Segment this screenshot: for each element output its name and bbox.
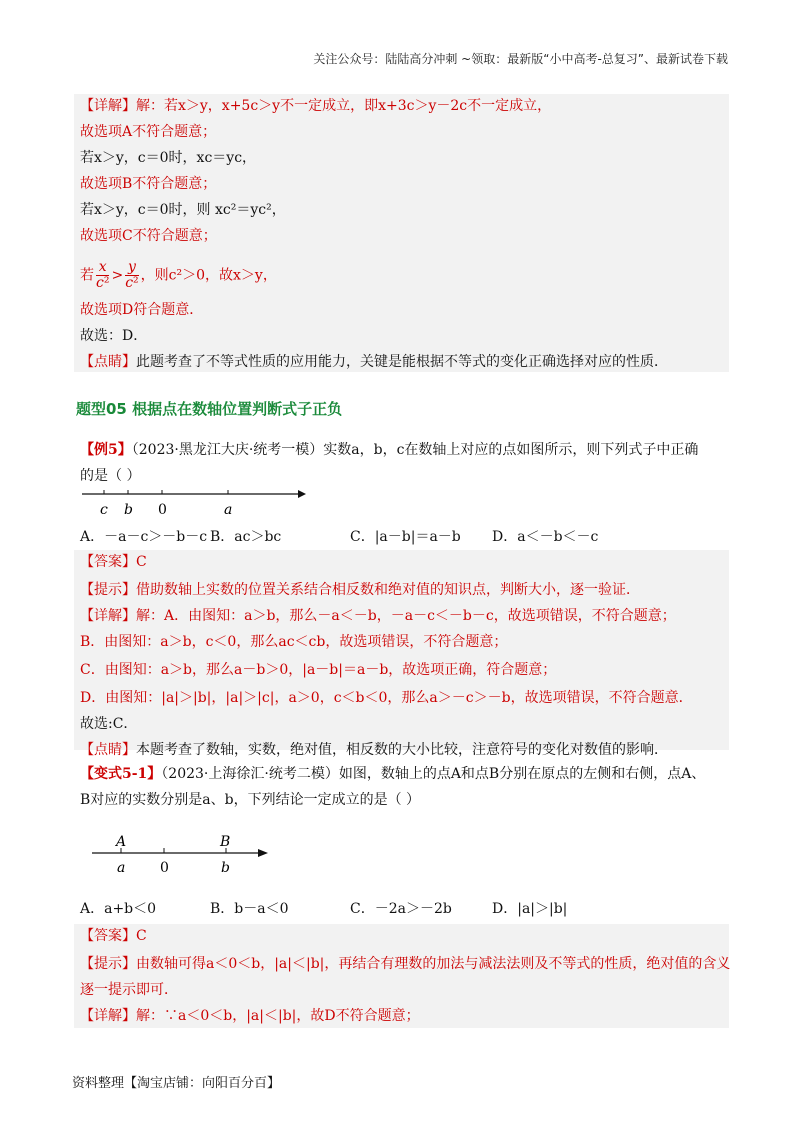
option2-d: D．|a|＞|b| [492, 901, 568, 917]
number-line-1 [80, 484, 310, 524]
hint-line-2-cont: 逐一提示即可． [80, 982, 178, 998]
example5-question-cont: 的是（ ） [80, 468, 141, 484]
detail-line-6: 故选项C不符合题意； [80, 228, 217, 244]
detail-line-1: 【详解】解：若x＞y，x+5c＞y不一定成立，即x+3c＞y－2c不一定成立， [80, 98, 552, 114]
point-label-B: B [220, 834, 231, 850]
axis-label-0-2: 0 [160, 860, 169, 876]
detail-line-5: 若x＞y，c＝0时，则 xc²＝yc²， [80, 202, 286, 218]
point-line: 【点睛】此题考查了不等式性质的应用能力，关键是能根据不等式的变化正确选择对应的性质． [80, 354, 668, 370]
section-title: 题型05 根据点在数轴位置判断式子正负 [76, 400, 343, 418]
option-d: D．a＜－b＜－c [492, 529, 599, 545]
option-b: B．ac＞bc [210, 529, 282, 545]
variant5-1-question: 【变式5-1】（2023·上海徐汇·统考二模）如图，数轴上的点A和点B分别在原点的左侧和右侧，点A、 [80, 766, 706, 782]
number-line-2 [90, 830, 280, 878]
detail-line-4: 故选项B不符合题意； [80, 176, 217, 192]
hint-line: 【提示】借助数轴上实数的位置关系结合相反数和绝对值的知识点，判断大小，逐一验证． [80, 582, 640, 598]
page-header: 关注公众号：陆陆高分冲刺 ~领取：最新版“小中高考-总复习”、最新试卷下载 [313, 52, 728, 66]
point-line-2: 【点睛】本题考查了数轴，实数，绝对值，相反数的大小比较，注意符号的变化对数值的影响． [80, 742, 668, 758]
axis-label-b2: b [221, 860, 230, 876]
detail-line-2: 故选项A不符合题意； [80, 124, 217, 140]
variant5-1-question-cont: B对应的实数分别是a、b，下列结论一定成立的是（ ） [80, 792, 421, 808]
point-label-A: A [116, 834, 127, 850]
page-footer: 资料整理【淘宝店铺：向阳百分百】 [72, 1076, 281, 1091]
detail-line-7: 若 $\frac{x}{\text{c²}}$ > $\frac{y}{\text{c²}}$ ，则c²＞0，故x＞y， [80, 259, 277, 291]
detail-line-var: 【详解】解：∵a＜0＜b，|a|＜|b|，故D不符合题意； [80, 1008, 420, 1024]
option2-b: B．b－a＜0 [210, 901, 289, 917]
option-a: A．－a－c＞－b－c [80, 529, 208, 545]
detail-line-3: 若x＞y，c＝0时，xc＝yc， [80, 150, 257, 166]
option2-a: A．a+b＜0 [80, 901, 157, 917]
option-c: C．|a－b|＝a－b [350, 529, 461, 545]
detail-a: 【详解】解：A．由图知：a＞b，那么－a＜－b，－a－c＜－b－c，故选项错误，不符合题意； [80, 608, 676, 624]
detail-d: D．由图知：|a|＞|b|，|a|＞|c|，a＞0，c＜b＜0，那么a＞－c＞－b，故选项错误，不符合题意． [80, 690, 693, 706]
axis-label-a: a [224, 502, 233, 518]
hint-line-2: 【提示】由数轴可得a＜0＜b，|a|＜|b|，再结合有理数的加法与减法法则及不等式的性质，绝对值的含义 [80, 956, 731, 972]
detail-b: B．由图知：a＞b，c＜0，那么ac＜cb，故选项错误，不符合题意； [80, 634, 508, 650]
axis-label-c: c [100, 502, 108, 518]
answer-line: 【答案】C [80, 554, 147, 570]
example5-question: 【例5】（2023·黑龙江大庆·统考一模）实数a，b，c在数轴上对应的点如图所示，则下列式子中正确 [80, 442, 699, 458]
detail-line-9: 故选：D． [80, 328, 148, 344]
detail-c: C．由图知：a＞b，那么a－b＞0，|a－b|＝a－b，故选项正确，符合题意； [80, 662, 557, 678]
option2-c: C．－2a＞－2b [350, 901, 452, 917]
axis-label-0: 0 [158, 502, 167, 518]
choice-line: 故选:C． [80, 716, 138, 732]
detail-line-8: 故选项D符合题意． [80, 302, 204, 318]
axis-label-a2: a [117, 860, 126, 876]
answer-line-2: 【答案】C [80, 928, 147, 944]
axis-label-b: b [124, 502, 133, 518]
